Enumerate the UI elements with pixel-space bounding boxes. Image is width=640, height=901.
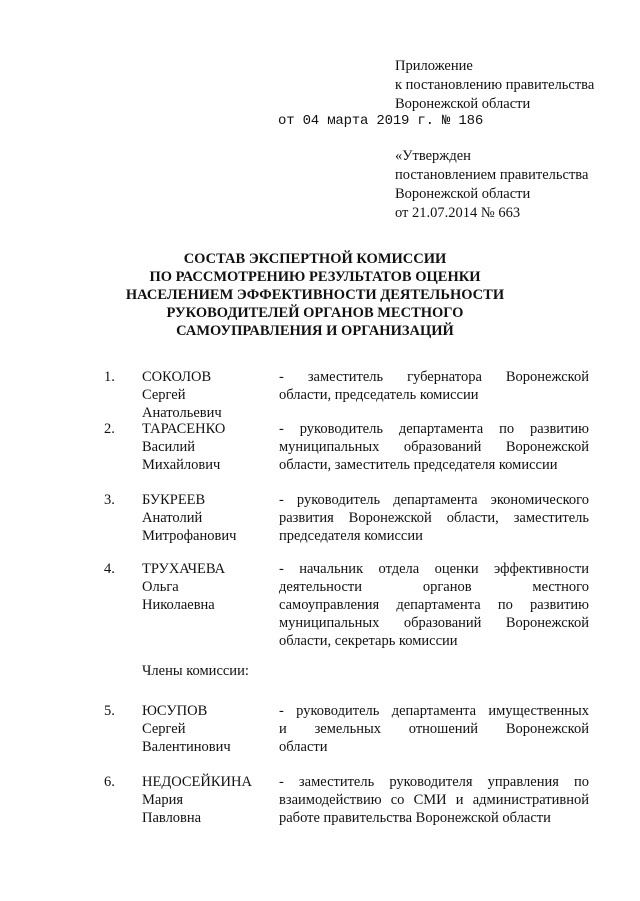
member-row: [0, 773, 640, 833]
member-patronymic: Павловна: [142, 810, 202, 826]
members-list: [0, 368, 640, 833]
member-number: 3.: [104, 492, 115, 508]
title-line: ПО РАССМОТРЕНИЮ РЕЗУЛЬТАТОВ ОЦЕНКИ: [149, 269, 481, 285]
title-line: САМОУПРАВЛЕНИЯ И ОРГАНИЗАЦИЙ: [176, 323, 454, 339]
member-patronymic: Михайлович: [142, 457, 221, 473]
member-surname: НЕДОСЕЙКИНА: [142, 774, 252, 790]
role-line: взаимодействию со СМИ и административной: [279, 792, 589, 808]
approved-block: [395, 147, 635, 223]
role-line: области, председатель комиссии: [279, 387, 479, 403]
member-row: [0, 420, 640, 491]
role-line: области, секретарь комиссии: [279, 633, 458, 649]
role-line: самоуправления департамента по развитию: [279, 597, 589, 613]
member-number: 2.: [104, 421, 115, 437]
member-row: [0, 702, 640, 773]
member-number: 4.: [104, 561, 115, 577]
appendix-block: [395, 57, 635, 114]
member-first-name: Мария: [142, 792, 184, 808]
member-patronymic: Николаевна: [142, 597, 215, 613]
member-role: [279, 420, 589, 491]
member-patronymic: Митрофанович: [142, 528, 237, 544]
member-first-name: Василий: [142, 439, 196, 455]
member-surname: ЮСУПОВ: [142, 703, 208, 719]
member-first-name: Ольга: [142, 579, 179, 595]
member-role: [279, 773, 589, 833]
member-role: [279, 368, 589, 420]
role-line: - руководитель департамента имущественных: [279, 703, 589, 719]
member-row: [0, 491, 640, 560]
member-surname: ТРУХАЧЕВА: [142, 561, 226, 577]
members-section-label: Члены комиссии:: [142, 663, 249, 679]
role-line: - заместитель руководителя управления по: [279, 774, 589, 790]
title-line: РУКОВОДИТЕЛЕЙ ОРГАНОВ МЕСТНОГО: [166, 305, 464, 321]
role-line: - руководитель департамента экономического: [279, 492, 589, 508]
order-date-number: от 04 марта 2019 г. № 186: [278, 113, 484, 129]
member-number: 1.: [104, 369, 115, 385]
role-line: председателя комиссии: [279, 528, 423, 544]
role-line: - начальник отдела оценки эффективности: [279, 561, 589, 577]
member-name: [142, 560, 279, 662]
member-patronymic: Валентинович: [142, 739, 231, 755]
appendix-line: Воронежской области: [395, 96, 531, 112]
member-number: 6.: [104, 774, 115, 790]
member-first-name: Сергей: [142, 721, 186, 737]
role-line: области: [279, 739, 328, 755]
approved-line: Воронежской области: [395, 186, 531, 202]
role-line: муниципальных образований Воронежской: [279, 615, 589, 631]
title-line: СОСТАВ ЭКСПЕРТНОЙ КОМИССИИ: [183, 251, 447, 267]
member-role: [279, 560, 589, 662]
role-line: деятельности органов местного: [279, 579, 589, 595]
member-role: [279, 702, 589, 773]
member-row: [0, 368, 640, 420]
member-name: [142, 773, 279, 833]
role-line: и земельных отношений Воронежской: [279, 721, 589, 737]
member-first-name: Анатолий: [142, 510, 203, 526]
role-line: - руководитель департамента по развитию: [279, 421, 589, 437]
member-first-name: Сергей: [142, 387, 186, 403]
member-name: [142, 491, 279, 560]
member-name: [142, 420, 279, 491]
role-line: развития Воронежской области, заместитель: [279, 510, 589, 526]
role-line: муниципальных образований Воронежской: [279, 439, 589, 455]
appendix-line: Приложение: [395, 58, 473, 74]
role-line: работе правительства Воронежской области: [279, 810, 551, 826]
appendix-line: к постановлению правительства: [395, 77, 595, 93]
member-surname: СОКОЛОВ: [142, 369, 212, 385]
member-name: [142, 702, 279, 773]
member-name: [142, 368, 279, 420]
member-surname: ТАРАСЕНКО: [142, 421, 226, 437]
approved-line: от 21.07.2014 № 663: [395, 205, 521, 221]
role-line: - заместитель губернатора Воронежской: [279, 369, 589, 385]
approved-line: постановлением правительства: [395, 167, 589, 183]
member-surname: БУКРЕЕВ: [142, 492, 206, 508]
member-row: [0, 560, 640, 662]
member-number: 5.: [104, 703, 115, 719]
member-patronymic: Анатольевич: [142, 405, 222, 421]
approved-line: «Утвержден: [395, 148, 471, 164]
member-role: [279, 491, 589, 560]
title-line: НАСЕЛЕНИЕМ ЭФФЕКТИВНОСТИ ДЕЯТЕЛЬНОСТИ: [125, 287, 505, 303]
role-line: области, заместитель председателя комиссии: [279, 457, 558, 473]
document-title: [80, 250, 550, 340]
